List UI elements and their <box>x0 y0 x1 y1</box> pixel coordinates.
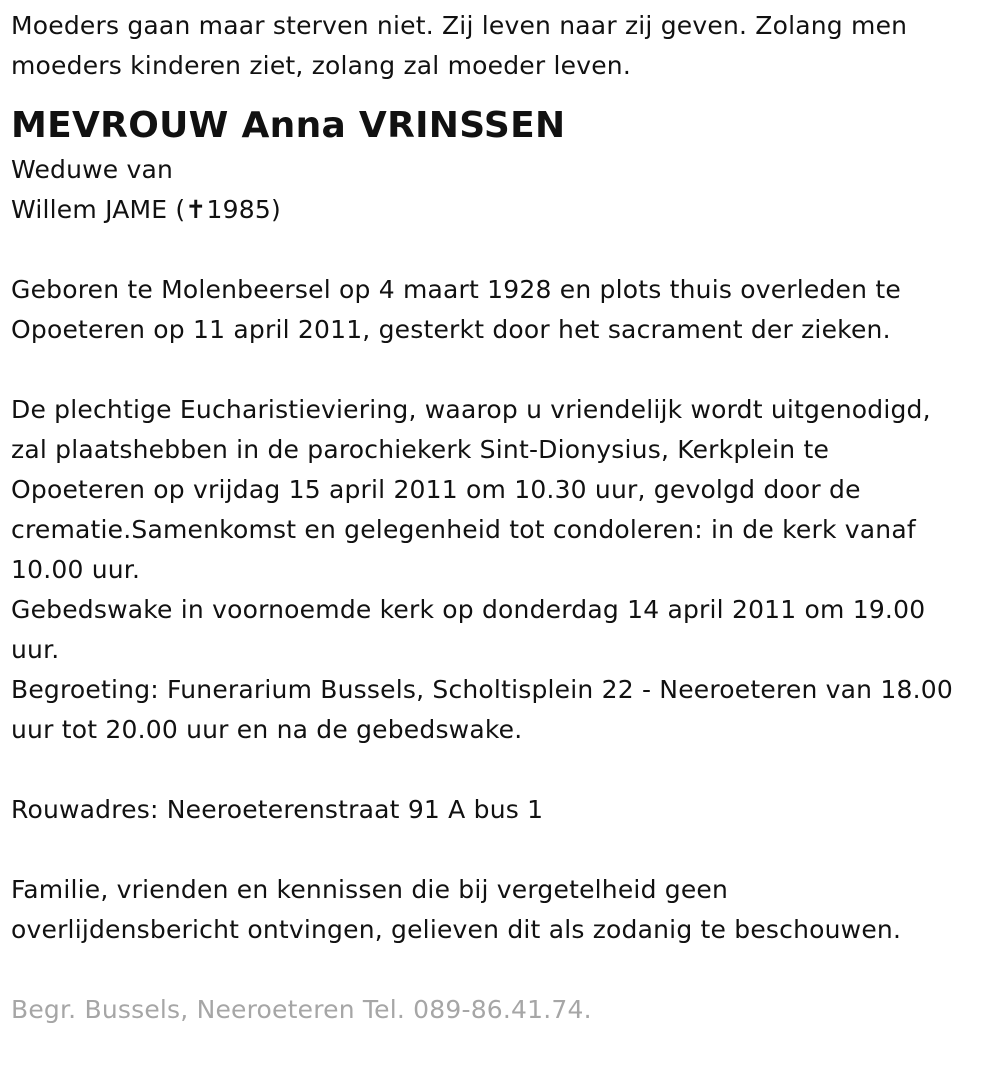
ceremony-line: uur. <box>11 635 60 664</box>
ceremony-line: 10.00 uur. <box>11 555 141 584</box>
notice-line: Familie, vrienden en kennissen die bij vergetelheid geen <box>11 875 729 904</box>
spacer <box>11 750 988 790</box>
ceremony-line: De plechtige Eucharistieviering, waarop u vriendelijk wordt uitgenodigd, <box>11 395 931 424</box>
spacer <box>11 350 988 390</box>
footer-block <box>11 990 988 1030</box>
deceased-name: MEVROUW Anna VRINSSEN <box>11 105 566 146</box>
ceremony-block <box>11 390 988 750</box>
poem-line: Moeders gaan maar sterven niet. Zij leven naar zij geven. Zolang men <box>11 11 908 40</box>
relation-block <box>11 150 988 230</box>
funeral-home-footer: Begr. Bussels, Neeroeteren Tel. 089-86.41.74. <box>11 995 592 1024</box>
deceased-name-block <box>11 86 988 150</box>
birth-death-line: Geboren te Molenbeersel op 4 maart 1928 en plots thuis overleden te <box>11 275 901 304</box>
spacer <box>11 830 988 870</box>
spacer <box>11 950 988 990</box>
birth-death-block <box>11 270 988 350</box>
relation-line: Willem JAME (✝1985) <box>11 195 281 224</box>
poem-block <box>11 6 988 86</box>
address-line: Rouwadres: Neeroeterenstraat 91 A bus 1 <box>11 795 544 824</box>
ceremony-line: uur tot 20.00 uur en na de gebedswake. <box>11 715 523 744</box>
ceremony-line: zal plaatshebben in de parochiekerk Sint-Dionysius, Kerkplein te <box>11 435 830 464</box>
spacer <box>11 230 988 270</box>
poem-line: moeders kinderen ziet, zolang zal moeder leven. <box>11 51 631 80</box>
ceremony-line: Gebedswake in voornoemde kerk op donderdag 14 april 2011 om 19.00 <box>11 595 926 624</box>
ceremony-line: crematie.Samenkomst en gelegenheid tot condoleren: in de kerk vanaf <box>11 515 916 544</box>
birth-death-line: Opoeteren op 11 april 2011, gesterkt door het sacrament der zieken. <box>11 315 891 344</box>
ceremony-line: Opoeteren op vrijdag 15 april 2011 om 10.30 uur, gevolgd door de <box>11 475 861 504</box>
address-block <box>11 790 988 830</box>
notice-block <box>11 870 988 950</box>
notice-line: overlijdensbericht ontvingen, gelieven dit als zodanig te beschouwen. <box>11 915 902 944</box>
ceremony-line: Begroeting: Funerarium Bussels, Scholtisplein 22 - Neeroeteren van 18.00 <box>11 675 953 704</box>
relation-line: Weduwe van <box>11 155 174 184</box>
